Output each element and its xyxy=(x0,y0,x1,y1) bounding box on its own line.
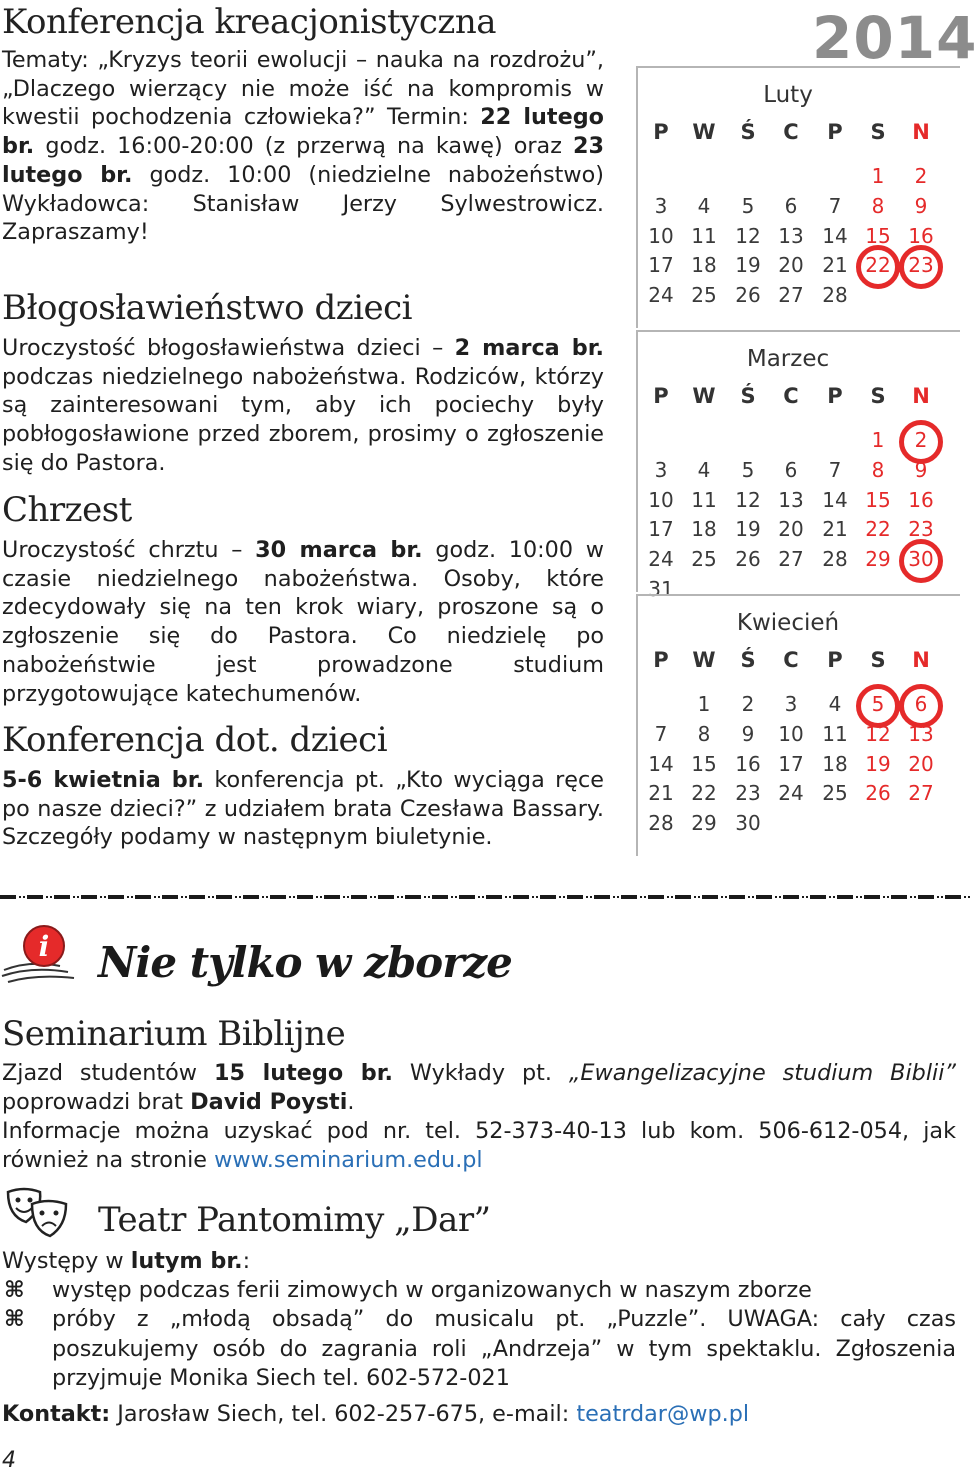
calendar-day: 6 xyxy=(914,692,928,716)
calendar-day: 5 xyxy=(741,457,755,482)
divider-dot xyxy=(775,896,777,898)
calendar-day: 24 xyxy=(648,283,674,308)
calendar-weekday: N xyxy=(912,120,930,144)
divider-dot xyxy=(320,896,322,898)
divider-dot xyxy=(856,896,858,898)
divider-dot xyxy=(370,896,372,898)
divider-dash xyxy=(729,895,745,899)
divider-dot xyxy=(532,896,534,898)
divider-dot xyxy=(725,896,727,898)
divider-dot xyxy=(698,896,700,898)
divider-dot xyxy=(185,896,187,898)
page-number: 4 xyxy=(2,1448,16,1473)
calendar-day: 14 xyxy=(648,751,674,776)
divider-dot xyxy=(77,896,79,898)
baptism-text: Uroczystość chrztu – 30 marca br. godz. 10:00 w czasie niedzielnego nabożeństwa. Osoby, które zdecydowały się na ten krok wiary, proszone są o zgłoszenie się do Pastora. Co niedzielę po nabożeństwie jest prowadzone studium przygotowujące katechumenów. xyxy=(2,537,604,707)
heading-pantomime-theatre: Teatr Pantomimy „Dar” xyxy=(98,1200,491,1240)
calendar-day: 1 xyxy=(697,692,711,716)
calendar-day: 1 xyxy=(871,428,885,452)
bible-seminary-text: Zjazd studentów 15 lutego br. Wykłady pt. „Ewangelizacyjne studium Biblii” poprowadzi brat David Poysti. Informacje można uzyskać pod nr. tel. 52-373-40-13 lub kom. 506-612-054, jak również na stronie www.seminarium.edu.pl xyxy=(2,1060,956,1173)
heading-creationist-conference: Konferencja kreacjonistyczna xyxy=(2,2,497,42)
divider-dash xyxy=(540,895,556,899)
calendar-day: 18 xyxy=(691,517,717,542)
heading-child-blessing: Błogosławieństwo dzieci xyxy=(2,288,413,328)
bullet-icon: ⌘ xyxy=(4,1277,25,1303)
divider-dash xyxy=(594,895,610,899)
child-blessing-text: Uroczystość błogosławieństwa dzieci – 2 marca br. podczas niedzielnego nabożeństwa. Rodziców, którzy są zainteresowani tym, aby ich pociechy były pobłogosławione przed zborem, prosimy o zgłoszenie się do Pastora. xyxy=(2,335,604,476)
calendar-day: 3 xyxy=(784,692,798,716)
divider-dot xyxy=(23,896,25,898)
calendar-weekday: Ś xyxy=(740,384,756,408)
calendar-day: 21 xyxy=(822,517,848,542)
divider-dot xyxy=(455,896,457,898)
calendar-day: 25 xyxy=(691,283,717,308)
calendar-day: 19 xyxy=(735,517,761,542)
calendar-weekday: W xyxy=(692,120,716,144)
calendar-day: 19 xyxy=(865,751,891,776)
divider-dot xyxy=(478,896,480,898)
calendar-weekday: W xyxy=(692,648,716,672)
calendar-weekday: C xyxy=(783,384,799,408)
divider-dot xyxy=(289,896,291,898)
divider-dot xyxy=(694,896,696,898)
divider-dot xyxy=(563,896,565,898)
divider-dot xyxy=(424,896,426,898)
divider-dot xyxy=(343,896,345,898)
calendar-weekday: N xyxy=(912,648,930,672)
calendar-day: 2 xyxy=(914,164,928,188)
calendar-day: 17 xyxy=(778,751,804,776)
heading-bible-seminary: Seminarium Biblijne xyxy=(2,1014,346,1054)
divider-dash xyxy=(0,895,16,899)
calendar-day: 28 xyxy=(648,811,674,836)
calendar-day: 30 xyxy=(735,811,761,836)
theatre-list xyxy=(2,1276,956,1393)
calendar-day: 14 xyxy=(822,223,848,248)
divider-dot xyxy=(397,896,399,898)
calendar-month-name: Kwiecień xyxy=(736,610,840,636)
calendar-weekday: P xyxy=(827,648,843,672)
list-item: ⌘ występ podczas ferii zimowych w organizowanych w naszym zborze xyxy=(2,1276,956,1305)
calendar-day: 13 xyxy=(778,487,804,512)
divider-dot xyxy=(127,896,129,898)
calendar-day: 25 xyxy=(822,781,848,806)
creationist-conference-text: Tematy: „Kryzys teorii ewolucji – nauka na rozdrożu”, „Dlaczego wierzący nie może iść na kompromis w kwestii pochodzenia człowieka?” Termin: 22 lutego br. godz. 16:00-20:00 (z przerwą na kawę) oraz 23 lutego br. godz. 10:00 (niedzielne nabożeństwo) Wykładowca: Stanisław Jerzy Sylwestrowicz. Zapraszamy! xyxy=(2,47,605,246)
calendar-month-name: Luty xyxy=(763,82,813,108)
divider-dot xyxy=(401,896,403,898)
calendar-day: 10 xyxy=(778,721,804,746)
theatre-contact: Kontakt: Jarosław Siech, tel. 602-257-675, e-mail: teatrdar@wp.pl xyxy=(2,1401,750,1427)
divider-dash xyxy=(243,895,259,899)
divider-dot xyxy=(316,896,318,898)
calendar-day: 24 xyxy=(648,547,674,572)
divider-dot xyxy=(644,896,646,898)
divider-dot xyxy=(239,896,241,898)
calendar-day: 18 xyxy=(691,253,717,278)
divider-dash xyxy=(216,895,232,899)
divider-dash xyxy=(837,895,853,899)
divider-dot xyxy=(586,896,588,898)
divider-dot xyxy=(347,896,349,898)
calendar-weekday: C xyxy=(783,120,799,144)
calendar-day: 26 xyxy=(735,547,761,572)
divider-dot xyxy=(968,896,970,898)
divider-dot xyxy=(505,896,507,898)
calendar-weekday: P xyxy=(827,384,843,408)
divider-dot xyxy=(451,896,453,898)
divider-dash xyxy=(702,895,718,899)
calendar-day: 15 xyxy=(865,223,891,248)
calendar-day: 26 xyxy=(865,781,891,806)
divider-dash xyxy=(54,895,70,899)
divider-dot xyxy=(266,896,268,898)
calendar-day: 4 xyxy=(697,193,711,218)
heading-baptism: Chrzest xyxy=(2,490,132,530)
calendar-day: 28 xyxy=(822,547,848,572)
calendar-day: 16 xyxy=(908,223,934,248)
calendar-day: 24 xyxy=(778,781,804,806)
calendar-weekday: C xyxy=(783,648,799,672)
calendar-day: 20 xyxy=(778,517,804,542)
calendar-day: 25 xyxy=(691,547,717,572)
calendar-weekday: S xyxy=(870,120,886,144)
divider-dash xyxy=(486,895,502,899)
calendar-day: 19 xyxy=(735,253,761,278)
divider-dash xyxy=(162,895,178,899)
divider-dash xyxy=(567,895,583,899)
calendar-day: 4 xyxy=(828,692,842,716)
divider-dot xyxy=(104,896,106,898)
divider-dot xyxy=(779,896,781,898)
calendar-day: 4 xyxy=(697,457,711,482)
calendar-day: 7 xyxy=(828,193,842,218)
divider-dot xyxy=(482,896,484,898)
calendar-day: 11 xyxy=(822,721,848,746)
divider-dot xyxy=(752,896,754,898)
calendar-day: 3 xyxy=(654,457,668,482)
calendar-day: 16 xyxy=(908,487,934,512)
calendar-weekday: P xyxy=(653,120,669,144)
divider-dash xyxy=(675,895,691,899)
divider-dash xyxy=(918,895,934,899)
calendar-year: 2014 xyxy=(812,4,977,72)
calendar-day: 1 xyxy=(871,164,885,188)
calendar-day: 23 xyxy=(735,781,761,806)
calendar-day: 26 xyxy=(735,283,761,308)
divider-dash xyxy=(270,895,286,899)
info-icon xyxy=(0,922,84,992)
calendar-day: 21 xyxy=(648,781,674,806)
divider-dash xyxy=(135,895,151,899)
divider-dot xyxy=(428,896,430,898)
divider-dash xyxy=(783,895,799,899)
divider-dot xyxy=(73,896,75,898)
divider-dot xyxy=(46,896,48,898)
divider-dot xyxy=(536,896,538,898)
divider-dot xyxy=(910,896,912,898)
calendar-day: 12 xyxy=(865,721,891,746)
calendar-day: 6 xyxy=(784,457,798,482)
calendar-month xyxy=(636,66,960,328)
calendar-day: 27 xyxy=(778,547,804,572)
calendar-day: 7 xyxy=(828,457,842,482)
calendar-month xyxy=(636,594,960,856)
calendar-day: 30 xyxy=(908,547,934,572)
divider-dot xyxy=(721,896,723,898)
calendar-day: 17 xyxy=(648,253,674,278)
divider-dot xyxy=(748,896,750,898)
calendar-weekday: N xyxy=(912,384,930,408)
divider-dot xyxy=(613,896,615,898)
calendar-day: 10 xyxy=(648,223,674,248)
divider-dash xyxy=(108,895,124,899)
divider-dot xyxy=(131,896,133,898)
divider-dot xyxy=(914,896,916,898)
bullet-icon: ⌘ xyxy=(4,1306,25,1333)
divider-dash xyxy=(351,895,367,899)
theatre-masks-icon xyxy=(4,1186,70,1238)
calendar-weekday: S xyxy=(870,384,886,408)
calendar-day: 16 xyxy=(735,751,761,776)
calendar-day: 5 xyxy=(741,193,755,218)
calendar-day: 20 xyxy=(778,253,804,278)
calendar-day: 14 xyxy=(822,487,848,512)
divider-dash xyxy=(945,895,961,899)
calendar-day: 9 xyxy=(741,721,755,746)
divider-dash xyxy=(864,895,880,899)
calendar-day: 22 xyxy=(691,781,717,806)
divider-dash xyxy=(648,895,664,899)
divider-dot xyxy=(19,896,21,898)
calendar-day: 27 xyxy=(908,781,934,806)
divider-dot xyxy=(374,896,376,898)
divider-dash xyxy=(189,895,205,899)
calendar-weekday: P xyxy=(653,648,669,672)
calendar-day: 13 xyxy=(908,721,934,746)
theatre-email-link[interactable]: teatrdar@wp.pl xyxy=(576,1401,750,1427)
divider-dot xyxy=(262,896,264,898)
divider-dot xyxy=(941,896,943,898)
divider-dot xyxy=(802,896,804,898)
divider-dash xyxy=(810,895,826,899)
svg-text:i: i xyxy=(38,930,50,963)
divider-dot xyxy=(860,896,862,898)
calendar-day: 15 xyxy=(865,487,891,512)
calendar-weekday: P xyxy=(653,384,669,408)
calendar-day: 15 xyxy=(691,751,717,776)
calendar-day: 8 xyxy=(697,721,711,746)
divider-dash xyxy=(621,895,637,899)
children-conference-text: 5-6 kwietnia br. konferencja pt. „Kto wyciąga ręce po nasze dzieci?” z udziałem brata Czesława Bassary. Szczegóły podamy w następnym biuletynie. xyxy=(2,767,604,851)
divider-dot xyxy=(235,896,237,898)
section-title: Nie tylko w zborze xyxy=(98,938,512,987)
divider-dot xyxy=(833,896,835,898)
divider-dash xyxy=(297,895,313,899)
divider-dot xyxy=(937,896,939,898)
divider-dash xyxy=(459,895,475,899)
section-divider xyxy=(0,892,960,902)
divider-dot xyxy=(640,896,642,898)
divider-dot xyxy=(158,896,160,898)
calendar-day: 21 xyxy=(822,253,848,278)
divider-dash xyxy=(81,895,97,899)
divider-dot xyxy=(208,896,210,898)
calendar-day: 2 xyxy=(914,428,928,452)
calendar-day: 13 xyxy=(778,223,804,248)
calendar-day: 12 xyxy=(735,223,761,248)
calendar-day: 11 xyxy=(691,223,717,248)
divider-dot xyxy=(590,896,592,898)
list-item: ⌘ próby z „młodą obsadą” do musicalu pt. „Puzzle”. UWAGA: cały czas poszukujemy osób do zagrania roli „Andrzeja” w tym spektaklu. Zgłoszenia przyjmuje Monika Siech tel. 602-572-021 xyxy=(4,1306,956,1391)
calendar-month-name: Marzec xyxy=(746,346,830,372)
calendar-day: 9 xyxy=(914,193,928,218)
divider-dash xyxy=(378,895,394,899)
calendar-weekday: Ś xyxy=(740,120,756,144)
calendar-day: 17 xyxy=(648,517,674,542)
divider-dot xyxy=(671,896,673,898)
calendar-day: 22 xyxy=(865,253,891,278)
calendar-day: 6 xyxy=(784,193,798,218)
calendar-day: 8 xyxy=(871,457,885,482)
divider-dash xyxy=(513,895,529,899)
calendar-day: 20 xyxy=(908,751,934,776)
divider-dash xyxy=(27,895,43,899)
calendar-day: 3 xyxy=(654,193,668,218)
calendar-day: 29 xyxy=(691,811,717,836)
calendar-day: 2 xyxy=(741,692,755,716)
calendar-weekday: W xyxy=(692,384,716,408)
divider-dot xyxy=(806,896,808,898)
divider-dot xyxy=(559,896,561,898)
calendar-day: 23 xyxy=(908,253,934,278)
divider-dot xyxy=(181,896,183,898)
divider-dot xyxy=(509,896,511,898)
calendar-day: 9 xyxy=(914,457,928,482)
divider-dash xyxy=(756,895,772,899)
divider-dot xyxy=(667,896,669,898)
divider-dash xyxy=(405,895,421,899)
divider-dot xyxy=(887,896,889,898)
calendar-day: 7 xyxy=(654,721,668,746)
calendar-day: 28 xyxy=(822,283,848,308)
heading-children-conference: Konferencja dot. dzieci xyxy=(2,720,388,760)
calendar-day: 23 xyxy=(908,517,934,542)
theatre-intro: Występy w lutym br.: xyxy=(2,1248,251,1274)
calendar-day: 22 xyxy=(865,517,891,542)
divider-dot xyxy=(293,896,295,898)
calendar-weekday: S xyxy=(870,648,886,672)
calendar-month xyxy=(636,330,960,601)
divider-dash xyxy=(324,895,340,899)
divider-dot xyxy=(154,896,156,898)
calendar-day: 5 xyxy=(871,692,885,716)
divider-dot xyxy=(883,896,885,898)
calendar-day: 29 xyxy=(865,547,891,572)
divider-dot xyxy=(50,896,52,898)
divider-dot xyxy=(964,896,966,898)
divider-dot xyxy=(212,896,214,898)
calendar-day: 8 xyxy=(871,193,885,218)
divider-dot xyxy=(100,896,102,898)
calendar-day: 11 xyxy=(691,487,717,512)
calendar-weekday: Ś xyxy=(740,648,756,672)
calendar-day: 12 xyxy=(735,487,761,512)
calendar-weekday: P xyxy=(827,120,843,144)
divider-dash xyxy=(432,895,448,899)
divider-dash xyxy=(891,895,907,899)
calendar-day: 10 xyxy=(648,487,674,512)
calendar-day: 18 xyxy=(822,751,848,776)
calendar-day: 27 xyxy=(778,283,804,308)
divider-dot xyxy=(829,896,831,898)
seminary-website-link[interactable]: www.seminarium.edu.pl xyxy=(214,1147,483,1173)
divider-dot xyxy=(617,896,619,898)
calendar-day: 31 xyxy=(648,577,674,601)
